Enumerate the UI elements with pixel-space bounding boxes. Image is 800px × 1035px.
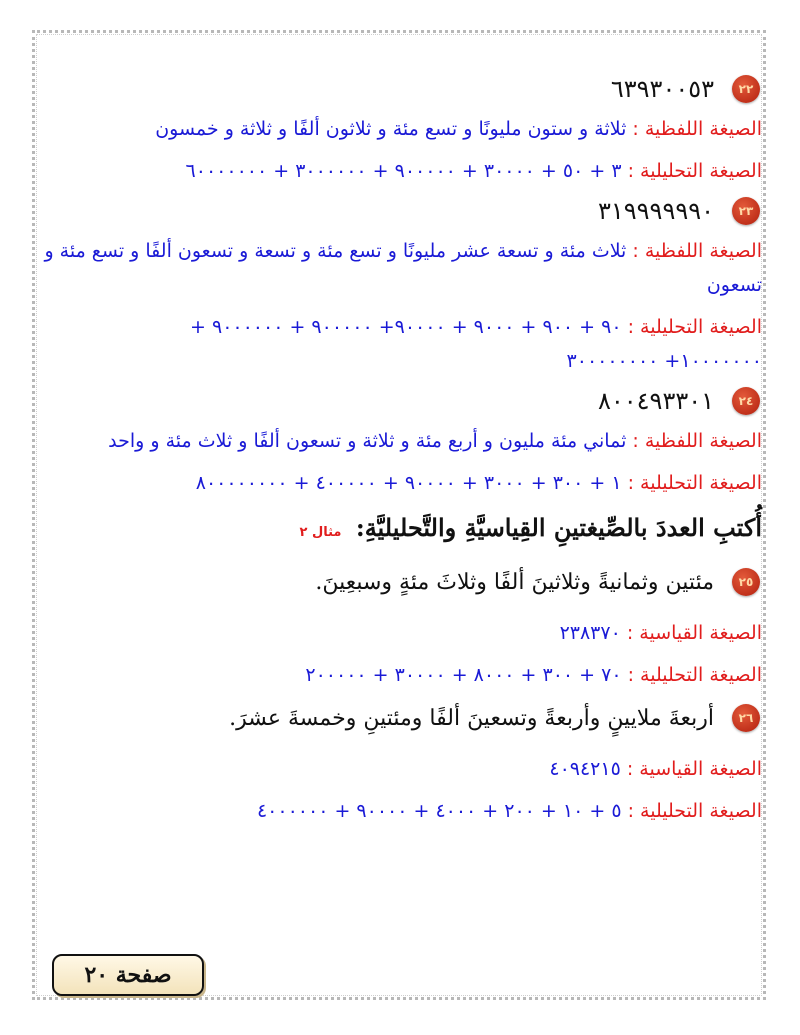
standard-form-label: الصيغة القياسية :	[626, 758, 762, 780]
verbal-form-text: ثلاثة و ستون مليونًا و تسع مئة و ثلاثون ألفًا و ثلاثة و خمسون	[155, 118, 627, 140]
expanded-form-line	[44, 794, 762, 828]
item-23-header	[44, 188, 762, 234]
standard-form-value: ٤٠٩٤٢١٥	[549, 758, 621, 780]
expanded-form-label: الصيغة التحليلية :	[627, 800, 762, 822]
item-22-header	[44, 66, 762, 112]
expanded-form-label: الصيغة التحليلية :	[627, 160, 762, 182]
expanded-form-line	[44, 658, 762, 692]
standard-form-label: الصيغة القياسية :	[626, 622, 762, 644]
standard-form-line	[44, 616, 762, 650]
item-number-badge: ٢٢	[732, 75, 760, 103]
question-number-badge: ٢٥	[732, 568, 760, 596]
expanded-form-label: الصيغة التحليلية :	[627, 316, 762, 338]
item-number: ٨٠٠٤٩٣٣٠١	[597, 387, 714, 415]
verbal-form-label: الصيغة اللفظية :	[632, 118, 762, 140]
question-number-badge: ٢٦	[732, 704, 760, 732]
expanded-form-line	[44, 154, 762, 188]
standard-form-line	[44, 752, 762, 786]
verbal-form-line	[44, 424, 762, 458]
expanded-form-text: ٩٠ + ٩٠٠ + ٩٠٠٠ + ٩٠٠٠٠+ ٩٠٠٠٠٠ + ٩٠٠٠٠٠٠ +	[190, 316, 622, 338]
question-26	[44, 692, 762, 744]
expanded-form-line	[44, 466, 762, 500]
question-text: أربعةَ ملايينٍ وأربعةً وتسعينَ ألفًا ومئتينِ وخمسةَ عشرَ.	[229, 705, 714, 731]
expanded-form-text: ٥ + ١٠ + ٢٠٠ + ٤٠٠٠ + ٩٠٠٠٠ + ٤٠٠٠٠٠٠	[256, 800, 622, 822]
standard-form-value: ٢٣٨٣٧٠	[559, 622, 621, 644]
expanded-form-text: ٣ + ٥٠ + ٣٠٠٠٠ + ٩٠٠٠٠٠ + ٣٠٠٠٠٠٠ + ٦٠٠٠٠٠٠٠	[185, 160, 622, 182]
expanded-form-label: الصيغة التحليلية :	[627, 664, 762, 686]
expanded-form-label: الصيغة التحليلية :	[627, 472, 762, 494]
item-number-badge: ٢٤	[732, 387, 760, 415]
verbal-form-label: الصيغة اللفظية :	[632, 240, 762, 262]
item-number: ٦٣٩٣٠٠٥٣	[610, 75, 714, 103]
example-reference: مثال ٢	[299, 525, 342, 540]
question-25	[44, 556, 762, 608]
section-heading	[44, 500, 762, 556]
verbal-form-line	[44, 112, 762, 146]
item-24-header	[44, 378, 762, 424]
item-number-badge: ٢٣	[732, 197, 760, 225]
expanded-form-continuation	[44, 344, 762, 378]
question-text: مئتين وثمانيةً وثلاثينَ ألفًا وثلاثَ مئةٍ وسبعِينَ.	[315, 569, 714, 595]
expanded-form-line	[44, 310, 762, 344]
expanded-form-text: ١٠٠٠٠٠٠٠+ ٣٠٠٠٠٠٠٠٠	[566, 350, 762, 372]
heading-text: أُكتبِ العددَ بالصِّيغتينِ القِياسيَّةِ والتَّحليليَّةِ:	[355, 513, 762, 542]
expanded-form-text: ٧٠ + ٣٠٠ + ٨٠٠٠ + ٣٠٠٠٠ + ٢٠٠٠٠٠	[305, 664, 622, 686]
verbal-form-line	[44, 234, 762, 302]
verbal-form-text: ثماني مئة مليون و أربع مئة و ثلاثة و تسعون ألفًا و ثلاث مئة و واحد	[108, 430, 627, 452]
verbal-form-text: ثلاث مئة و تسعة عشر مليونًا و تسع مئة و تسعة و تسعون ألفًا و تسع مئة و تسعون	[44, 240, 762, 296]
page-number-label: صفحة ٢٠	[52, 954, 204, 996]
item-number: ٣١٩٩٩٩٩٩٠	[597, 197, 714, 225]
content-area	[44, 66, 762, 828]
expanded-form-text: ١ + ٣٠٠ + ٣٠٠٠ + ٩٠٠٠٠ + ٤٠٠٠٠٠ + ٨٠٠٠٠٠٠٠٠	[195, 472, 622, 494]
verbal-form-label: الصيغة اللفظية :	[632, 430, 762, 452]
